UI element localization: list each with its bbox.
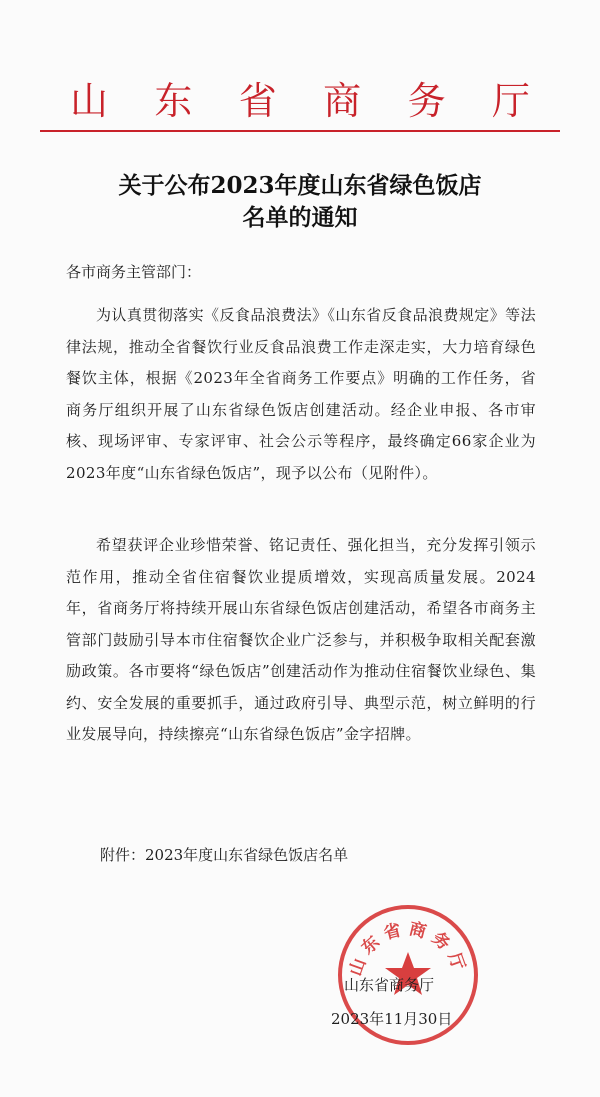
letterhead-char: 山 [70, 79, 109, 123]
issue-date: 2023年11月30日 [331, 1010, 453, 1028]
letterhead-char: 省 [238, 79, 277, 123]
title-line-1: 关于公布2023年度山东省绿色饭店 [118, 172, 482, 199]
document-title [0, 170, 600, 234]
seal-text: 山东省商务厅 [345, 919, 471, 979]
body-paragraph-2: 希望获评企业珍惜荣誉、铭记责任、强化担当，充分发挥引领示范作用，推动全省住宿餐饮业提质增效，实现高质量发展。2024年，省商务厅将持续开展山东省绿色饭店创建活动，希望各市商务主管部门鼓励引导本市住宿餐饮企业广泛参与，并积极争取相关配套激励政策。各市要将“绿色饭店”创建活动作为推动住宿餐饮业绿色、集约、安全发展的重要抓手，通过政府引导、典型示范，树立鲜明的行业发展导向，持续擦亮“山东省绿色饭店”金字招牌。 [66, 536, 536, 743]
body-paragraph-1: 为认真贯彻落实《反食品浪费法》《山东省反食品浪费规定》等法律法规，推动全省餐饮行业反食品浪费工作走深走实，大力培育绿色餐饮主体，根据《2023年全省商务工作要点》明确的工作任务，省商务厅组织开展了山东省绿色饭店创建活动。经企业申报、各市审核、现场评审、专家评审、社会公示等程序，最终确定66家企业为2023年度“山东省绿色饭店”，现予以公布（见附件）。 [66, 306, 536, 482]
issuing-authority: 山东省商务厅 [344, 976, 435, 994]
letterhead-char: 厅 [491, 79, 530, 123]
attachment-note: 附件：2023年度山东省绿色饭店名单 [100, 846, 349, 864]
letterhead-char: 商 [323, 79, 362, 123]
letterhead [40, 78, 560, 138]
letterhead-char: 东 [154, 79, 193, 123]
salutation: 各市商务主管部门： [66, 263, 202, 281]
letterhead-rule [40, 130, 560, 132]
letterhead-title [40, 78, 560, 124]
letterhead-char: 务 [407, 79, 446, 123]
title-line-2: 名单的通知 [242, 204, 358, 231]
